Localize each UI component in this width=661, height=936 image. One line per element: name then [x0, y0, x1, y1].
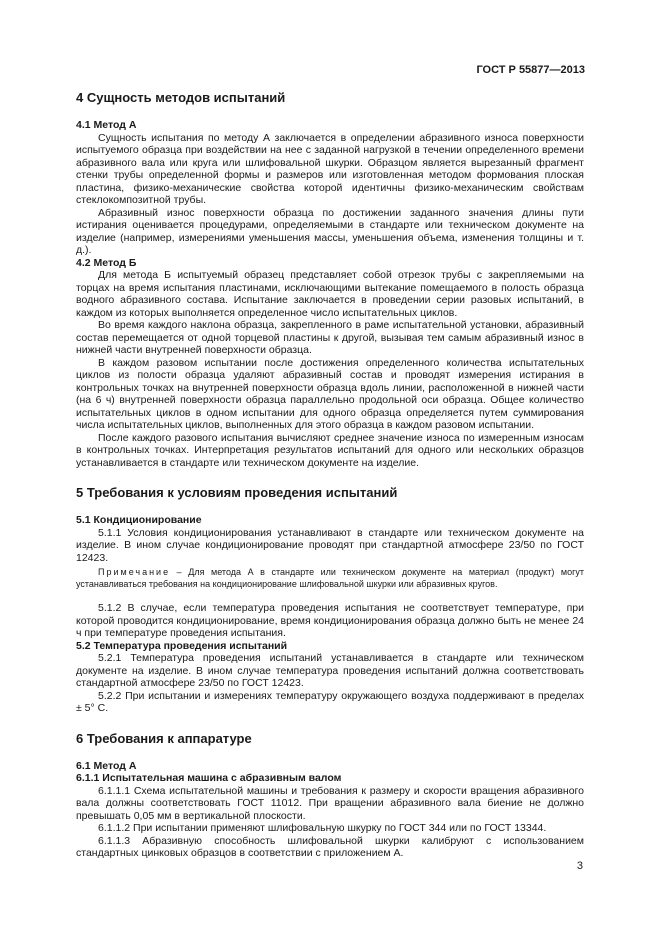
paragraph: Для метода Б испытуемый образец представляет собой отрезок трубы с закрепляемыми на торцах на время испытания пластинами, исключающими вытекание помещаемого в полость образца водного абразивного состава. Испытание заключается в проведении серии разовых испытаний, в каждом из которых выполняется определенное число испытательных циклов.: [76, 269, 584, 319]
section-4-2-heading: 4.2 Метод Б: [76, 256, 137, 269]
section-5-heading: 5 Требования к условиям проведения испытаний: [76, 485, 398, 500]
paragraph: 5.1.1 Условия кондиционирования устанавливают в стандарте или техническом документе на изделие. В ином случае кондиционирование проводят при стандартной атмосфере 23/50 по ГОСТ 12423.: [76, 526, 584, 564]
paragraph: Во время каждого наклона образца, закрепленного в раме испытательной установки, абразивный состав перемещается от одной торцевой пластины к другой, вызывая тем самым абразивный износ в нижней части внутренней поверхности образца.: [76, 319, 584, 356]
paragraph: 6.1.1.2 При испытании применяют шлифовальную шкурку по ГОСТ 344 или по ГОСТ 13344.: [98, 822, 547, 834]
section-6-1-1-heading: 6.1.1 Испытательная машина с абразивным валом: [76, 772, 342, 784]
note: [76, 566, 584, 590]
section-6-heading: 6 Требования к аппаратуре: [76, 730, 252, 746]
paragraph: 5.2.2 При испытании и измерениях температуру окружающего воздуха поддерживают в пределах ± 5° С.: [76, 689, 584, 714]
document-code: ГОСТ Р 55877—2013: [476, 64, 585, 76]
page-number: 3: [576, 860, 583, 872]
section-5-1-heading: 5.1 Кондиционирование: [76, 514, 202, 526]
note-text: – Для метода А в стандарте или техническом документе на материал (продукт) могут устанавливаться требования на кондиционирование шлифовальной шкурки или абразивных кругов.: [76, 567, 584, 589]
paragraph: После каждого разового испытания вычисляют среднее значение износа по измеренным износам в контрольных точках. Интерпретация результатов испытаний для одного или нескольких образцов устанавливается в стандарте или техническом документе на изделие.: [76, 431, 584, 469]
paragraph: 5.1.2 В случае, если температура проведения испытания не соответствует температуре, при которой проводится кондиционирование, время кондиционирования образца должно быть не менее 24 ч при температуре проведения испытания.: [76, 602, 584, 639]
paragraph: 6.1.1.1 Схема испытательной машины и требования к размеру и скорости вращения абразивного вала должны соответствовать ГОСТ 11012. При вращении абразивного вала биение не должно превышать 0,05 мм в вертикальной плоскости.: [76, 784, 584, 822]
document-body: [76, 90, 584, 860]
section-5-2-heading: 5.2 Температура проведения испытаний: [76, 639, 288, 652]
note-label: Примечание: [98, 567, 171, 577]
paragraph: Абразивный износ поверхности образца по достижении заданного значения длины пути истирания оценивается процедурами, определяемыми в стандарте или техническом документе на изделие (например, измерениями уменьшения массы, уменьшения объема, изменения толщины и т. д.).: [76, 206, 584, 256]
section-6-1-heading: 6.1 Метод А: [76, 759, 137, 772]
paragraph: 6.1.1.3 Абразивную способность шлифовальной шкурки калибруют с использованием стандартных цинковых образцов в соответствии с приложением А.: [76, 834, 584, 859]
paragraph: 5.2.1 Температура проведения испытаний устанавливается в стандарте или техническом документе на изделие. В ином случае температура проведения испытаний должна соответствовать стандартной атмосфере 23/50 по ГОСТ 12423.: [76, 652, 584, 689]
paragraph: Сущность испытания по методу А заключается в определении абразивного износа поверхности испытуемого образца при воздействии на нее с заданной нагрузкой в течении определенного времени абразивного вала или круга или шлифовальной шкурки. Образцом является вырезанный фрагмент стенки трубы определенной формы и размеров или изготовленная методом формования плоская пластина, физико-механические свойства которой идентичны физико-механическим свойствам стеклокомпозитной трубы.: [76, 131, 584, 206]
section-4-1-heading: 4.1 Метод А: [76, 119, 137, 131]
section-4-heading: 4 Сущность методов испытаний: [76, 90, 286, 105]
paragraph: В каждом разовом испытании после достижения определенного количества испытательных циклов из полости образца удаляют абразивный состав и проводят измерения истирания в контрольных точках на внутренней поверхности образца вдоль линии, расположенной в нижней части (на 6 ч) внутренней поверхности образца параллельно продольной оси образца. Общее количество испытательных циклов в одном испытании для одного образца определяется путем суммирования числа испытательных циклов, выполненных для этого образца в каждом разовом испытании.: [76, 356, 584, 431]
